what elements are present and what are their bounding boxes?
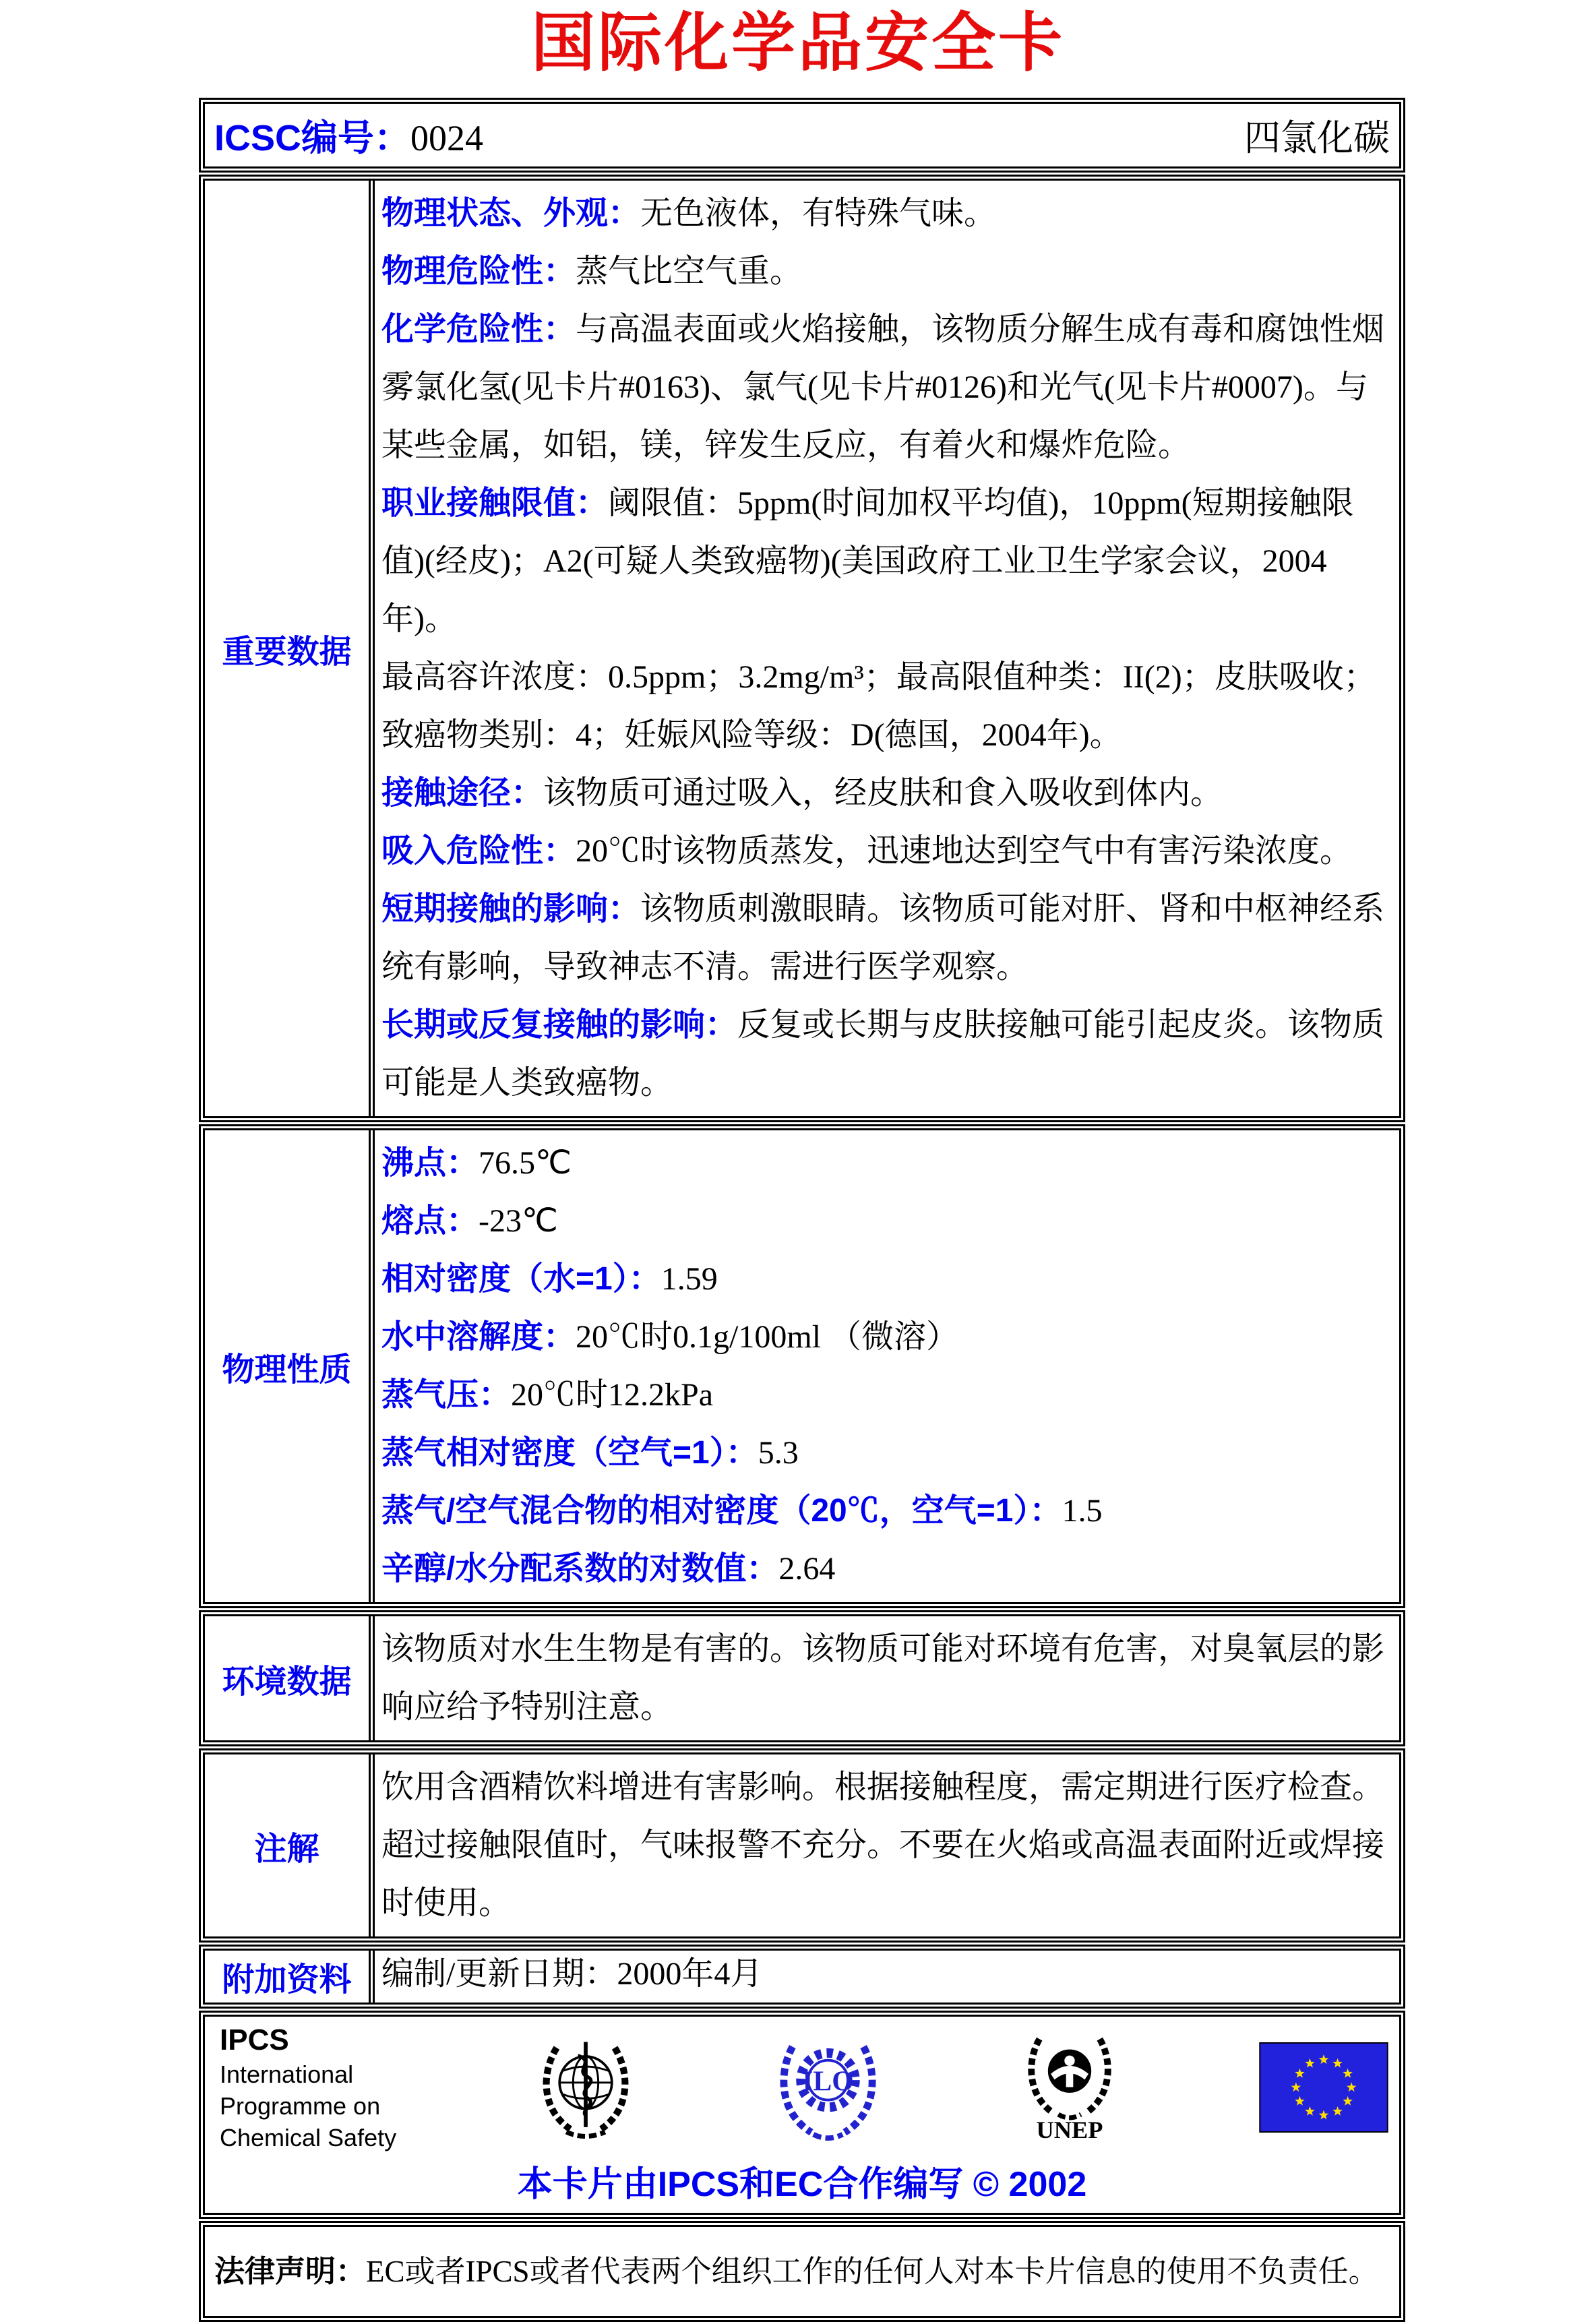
field-value: 该物质可通过吸入，经皮肤和食入吸收到体内。	[543, 775, 1223, 811]
ipcs-subtitle-line: Programme on	[220, 2091, 381, 2120]
field-value: 5.3	[758, 1435, 799, 1471]
physical-property-item	[381, 1192, 1390, 1250]
important-data-item	[381, 764, 1390, 822]
icsc-number-label: ICSC编号：	[214, 118, 411, 158]
legal-label: 法律声明：	[214, 2253, 367, 2288]
important-data-item	[381, 243, 1390, 301]
important-data-item	[381, 880, 1390, 996]
environment-data-content	[375, 1616, 1399, 1740]
important-data-item	[381, 475, 1390, 648]
ipcs-text-block	[216, 2021, 396, 2154]
who-logo-icon	[535, 2034, 636, 2141]
important-data-row-label: 重要数据	[205, 181, 375, 1116]
chemical-name: 四氯化碳	[1244, 118, 1390, 158]
legal-statement	[214, 2248, 1379, 2295]
field-label: 物理状态、外观：	[381, 195, 641, 231]
additional-info-text: 编制/更新日期：2000年4月	[381, 1956, 763, 1992]
unep-logo-icon	[1019, 2031, 1120, 2143]
field-label: 吸入危险性：	[381, 833, 576, 869]
field-label: 蒸气压：	[381, 1377, 512, 1413]
icsc-number-value: 0024	[410, 118, 484, 158]
important-data-item	[381, 301, 1390, 475]
field-label: 化学危险性：	[381, 311, 576, 347]
ipcs-subtitle-line: International	[220, 2060, 354, 2089]
physical-property-item	[381, 1366, 1390, 1424]
field-value: 无色液体，有特殊气味。	[640, 195, 997, 231]
ipcs-acronym: IPCS	[220, 2023, 289, 2056]
field-label: 短期接触的影响：	[381, 891, 641, 927]
environment-data-text: 该物质对水生生物是有害的。该物质可能对环境有危害，对臭氧层的影响应给予特别注意。	[381, 1631, 1385, 1725]
logos-row	[199, 2011, 1405, 2219]
ilo-logo-icon	[776, 2034, 880, 2141]
field-value: 2.64	[778, 1551, 836, 1587]
important-data-content	[375, 181, 1399, 1116]
field-label: 熔点：	[381, 1203, 479, 1239]
legal-row	[199, 2221, 1405, 2322]
important-data-item	[381, 648, 1390, 764]
field-label: 蒸气相对密度（空气=1）：	[381, 1435, 758, 1471]
field-value: 阈限值：5ppm(时间加权平均值)，10ppm(短期接触限值)(经皮)；A2(可疑人类致癌物)(美国政府工业卫生学家会议，2004年)。	[381, 485, 1354, 637]
ilo-letters: ILO	[801, 2066, 854, 2098]
physical-property-item	[381, 1134, 1390, 1192]
environment-data-row	[199, 1610, 1405, 1746]
field-label: 相对密度（水=1）：	[381, 1261, 661, 1297]
field-label: 职业接触限值：	[381, 485, 609, 521]
field-value: -23℃	[479, 1203, 558, 1239]
icsc-number-group	[214, 109, 483, 161]
important-data-item	[381, 822, 1390, 880]
physical-properties-row-label: 物理性质	[205, 1130, 375, 1602]
icsc-card-table	[199, 98, 1405, 2322]
field-value: 1.59	[661, 1261, 718, 1297]
field-value: 最高容许浓度：0.5ppm；3.2mg/m³；最高限值种类：II(2)；皮肤吸收；致癌物类别：4；妊娠风险等级：D(德国，2004年)。	[381, 659, 1376, 753]
important-data-item	[381, 185, 1390, 243]
physical-property-item	[381, 1540, 1390, 1598]
field-label: 辛醇/水分配系数的对数值：	[381, 1551, 779, 1587]
important-data-row	[199, 175, 1405, 1122]
field-value: 76.5℃	[479, 1145, 572, 1181]
field-label: 水中溶解度：	[381, 1319, 576, 1355]
field-label: 长期或反复接触的影响：	[381, 1007, 738, 1043]
ipcs-subtitle-line: Chemical Safety	[220, 2123, 397, 2151]
physical-property-item	[381, 1250, 1390, 1308]
field-value: 20℃时12.2kPa	[511, 1377, 714, 1413]
field-value: 20℃时该物质蒸发，迅速地达到空气中有害污染浓度。	[576, 833, 1353, 869]
physical-property-item	[381, 1424, 1390, 1482]
physical-property-item	[381, 1482, 1390, 1540]
copyright-year: © 2002	[973, 2164, 1087, 2204]
field-value: 1.5	[1062, 1493, 1103, 1529]
notes-content	[375, 1754, 1399, 1936]
field-label: 沸点：	[381, 1145, 479, 1181]
field-value: 与高温表面或火焰接触，该物质分解生成有毒和腐蚀性烟雾氯化氢(见卡片#0163)、氯气(见卡片#0126)和光气(见卡片#0007)。与某些金属，如铝，镁，锌发生反应，有着火和爆炸危险。	[381, 311, 1385, 463]
field-value: 反复或长期与皮肤接触可能引起皮炎。该物质可能是人类致癌物。	[381, 1007, 1385, 1101]
physical-properties-row	[199, 1124, 1405, 1608]
field-label: 蒸气/空气混合物的相对密度（20℃，空气=1）：	[381, 1493, 1062, 1529]
additional-info-content	[375, 1951, 1399, 2003]
field-label: 物理危险性：	[381, 253, 576, 289]
environment-data-row-label: 环境数据	[205, 1616, 375, 1740]
field-value: 蒸气比空气重。	[576, 253, 803, 289]
eu-flag-icon	[1259, 2042, 1388, 2133]
physical-properties-content	[375, 1130, 1399, 1602]
notes-text: 饮用含酒精饮料增进有害影响。根据接触程度，需定期进行医疗检查。超过接触限值时，气味报警不充分。不要在火焰或高温表面附近或焊接时使用。	[381, 1769, 1385, 1921]
field-label: 接触途径：	[381, 775, 544, 811]
copyright-line	[216, 2154, 1388, 2210]
notes-row	[199, 1748, 1405, 1943]
additional-info-row	[199, 1945, 1405, 2009]
copyright-text: 本卡片由IPCS和EC合作编写	[517, 2164, 964, 2204]
legal-text: EC或者IPCS或者代表两个组织工作的任何人对本卡片信息的使用不负责任。	[366, 2254, 1379, 2288]
field-value: 该物质刺激眼睛。该物质可能对肝、肾和中枢神经系统有影响，导致神志不清。需进行医学观察。	[381, 891, 1385, 985]
page-title: 国际化学品安全卡	[530, 7, 1065, 79]
important-data-item	[381, 996, 1390, 1112]
logos-strip	[216, 2021, 1388, 2154]
additional-info-row-label: 附加资料	[205, 1951, 375, 2003]
notes-row-label: 注解	[205, 1754, 375, 1936]
field-value: 20℃时0.1g/100ml （微溶）	[576, 1319, 959, 1355]
physical-property-item	[381, 1308, 1390, 1366]
unep-letters: UNEP	[1036, 2116, 1103, 2144]
card-header-row	[199, 98, 1405, 173]
